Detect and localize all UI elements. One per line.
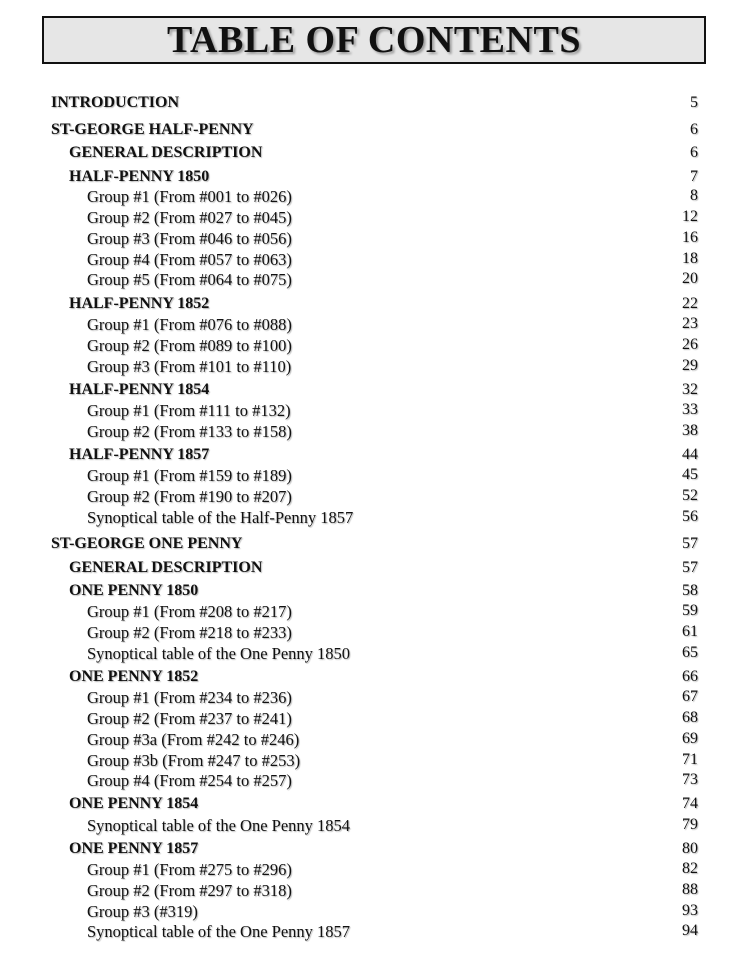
toc-entry-page: 73: [682, 771, 698, 788]
toc-entry-label: Synoptical table of the One Penny 1854: [87, 816, 351, 835]
toc-entry-page: 32: [682, 381, 698, 398]
toc-entry-page: 16: [682, 229, 698, 246]
toc-entry[interactable]: [0, 250, 750, 270]
toc-entry-page: 82: [682, 860, 698, 877]
toc-entry-label: GENERAL DESCRIPTION: [69, 144, 263, 161]
toc-entry-label: Group #2 (From #297 to #318): [87, 881, 292, 900]
toc-entry-page: 67: [682, 688, 698, 705]
toc-entry-label: ONE PENNY 1857: [69, 840, 199, 857]
toc-entry-label: Group #3 (#319): [87, 902, 198, 921]
toc-entry-label: HALF-PENNY 1854: [69, 381, 210, 398]
toc-entry-page: 61: [682, 623, 698, 640]
toc-entry-label: ONE PENNY 1852: [69, 668, 199, 685]
toc-entry-page: 8: [690, 187, 698, 204]
toc-entry-page: 79: [682, 816, 698, 833]
toc-entry[interactable]: [0, 602, 750, 622]
toc-entry[interactable]: [0, 535, 750, 555]
toc-entry[interactable]: [0, 381, 750, 401]
toc-entry-page: 93: [682, 902, 698, 919]
toc-entry-label: Group #4 (From #057 to #063): [87, 250, 292, 269]
toc-entry-label: ONE PENNY 1850: [69, 582, 199, 599]
toc-entry[interactable]: [0, 860, 750, 880]
toc-entry-label: Group #2 (From #133 to #158): [87, 422, 292, 441]
toc-entry-page: 68: [682, 709, 698, 726]
toc-entry-page: 80: [682, 840, 698, 857]
toc-entry-page: 65: [682, 644, 698, 661]
toc-entry-page: 5: [690, 94, 698, 111]
toc-entry-label: HALF-PENNY 1852: [69, 295, 210, 312]
toc-entry-page: 69: [682, 730, 698, 747]
toc-entry[interactable]: [0, 229, 750, 249]
toc-entry-label: Group #3 (From #101 to #110): [87, 357, 292, 376]
toc-entry[interactable]: [0, 336, 750, 356]
toc-entry-page: 44: [682, 446, 698, 463]
toc-entry[interactable]: [0, 466, 750, 486]
toc-entry-page: 6: [690, 121, 698, 138]
toc-entry[interactable]: [0, 795, 750, 815]
toc-entry-page: 18: [682, 250, 698, 267]
toc-entry-label: ST-GEORGE ONE PENNY: [51, 535, 243, 552]
toc-entry[interactable]: [0, 94, 750, 114]
toc-entry[interactable]: [0, 401, 750, 421]
toc-entry-page: 66: [682, 668, 698, 685]
toc-entry-label: HALF-PENNY 1857: [69, 446, 210, 463]
toc-entry-label: Group #1 (From #001 to #026): [87, 187, 292, 206]
toc-entry[interactable]: [0, 816, 750, 836]
toc-entry-label: GENERAL DESCRIPTION: [69, 559, 263, 576]
toc-entry[interactable]: [0, 668, 750, 688]
toc-entry-label: Group #2 (From #089 to #100): [87, 336, 292, 355]
toc-entry[interactable]: [0, 315, 750, 335]
toc-entry[interactable]: [0, 144, 750, 164]
toc-entry-page: 38: [682, 422, 698, 439]
toc-entry-label: Group #1 (From #208 to #217): [87, 602, 292, 621]
toc-entry[interactable]: [0, 508, 750, 528]
toc-entry[interactable]: [0, 709, 750, 729]
toc-entry-page: 71: [682, 751, 698, 768]
toc-entry[interactable]: [0, 623, 750, 643]
toc-entry[interactable]: [0, 357, 750, 377]
toc-entry-page: 57: [682, 559, 698, 576]
toc-entry[interactable]: [0, 751, 750, 771]
toc-entry-page: 94: [682, 922, 698, 939]
toc-entry-page: 56: [682, 508, 698, 525]
toc-entry-page: 88: [682, 881, 698, 898]
toc-entry-label: Group #1 (From #275 to #296): [87, 860, 292, 879]
toc-entry-label: Group #4 (From #254 to #257): [87, 771, 292, 790]
toc-entry-label: Group #2 (From #237 to #241): [87, 709, 292, 728]
toc-entry-page: 7: [690, 168, 698, 185]
toc-entry-page: 29: [682, 357, 698, 374]
toc-entry[interactable]: [0, 730, 750, 750]
toc-entry[interactable]: [0, 688, 750, 708]
toc-entry[interactable]: [0, 121, 750, 141]
toc-entry[interactable]: [0, 487, 750, 507]
toc-entry-page: 26: [682, 336, 698, 353]
toc-entry-label: Group #1 (From #111 to #132): [87, 401, 291, 420]
toc-entry-label: HALF-PENNY 1850: [69, 168, 210, 185]
toc-entry-page: 6: [690, 144, 698, 161]
toc-entry[interactable]: [0, 422, 750, 442]
toc-entry-page: 58: [682, 582, 698, 599]
toc-entry[interactable]: [0, 922, 750, 942]
toc-entry-page: 20: [682, 270, 698, 287]
toc-entry[interactable]: [0, 168, 750, 188]
toc-entry-page: 52: [682, 487, 698, 504]
toc-entry[interactable]: [0, 208, 750, 228]
toc-entry-label: Group #2 (From #027 to #045): [87, 208, 292, 227]
toc-entry[interactable]: [0, 270, 750, 290]
toc-entry-label: Group #2 (From #218 to #233): [87, 623, 292, 642]
toc-entry-page: 74: [682, 795, 698, 812]
toc-entry-label: Group #5 (From #064 to #075): [87, 270, 292, 289]
toc-entry[interactable]: [0, 902, 750, 922]
toc-entry-label: INTRODUCTION: [51, 94, 180, 111]
toc-entry-label: Synoptical table of the Half-Penny 1857: [87, 508, 354, 527]
toc-entry-label: Group #1 (From #076 to #088): [87, 315, 292, 334]
toc-entry[interactable]: [0, 644, 750, 664]
toc-entry[interactable]: [0, 295, 750, 315]
toc-entry-page: 33: [682, 401, 698, 418]
toc-entry-page: 59: [682, 602, 698, 619]
toc-entry-page: 12: [682, 208, 698, 225]
toc-entry-label: Group #3a (From #242 to #246): [87, 730, 300, 749]
toc-entry[interactable]: [0, 582, 750, 602]
toc-entry[interactable]: [0, 771, 750, 791]
toc-entry-label: Group #3 (From #046 to #056): [87, 229, 292, 248]
toc-entry-label: Group #3b (From #247 to #253): [87, 751, 301, 770]
toc-entry-label: ONE PENNY 1854: [69, 795, 199, 812]
page-title: TABLE OF CONTENTS: [167, 19, 581, 61]
toc-entry-label: Group #1 (From #234 to #236): [87, 688, 292, 707]
toc-entry-label: Group #1 (From #159 to #189): [87, 466, 292, 485]
toc-entry-label: Synoptical table of the One Penny 1850: [87, 644, 351, 663]
toc-entry-page: 45: [682, 466, 698, 483]
toc-entry[interactable]: [0, 446, 750, 466]
toc-entry-page: 23: [682, 315, 698, 332]
toc-entry[interactable]: [0, 187, 750, 207]
toc-entry-label: Group #2 (From #190 to #207): [87, 487, 292, 506]
toc-entry-label: ST-GEORGE HALF-PENNY: [51, 121, 254, 138]
toc-entry-page: 57: [682, 535, 698, 552]
toc-entry[interactable]: [0, 840, 750, 860]
toc-entry[interactable]: [0, 559, 750, 579]
toc-entry-label: Synoptical table of the One Penny 1857: [87, 922, 351, 941]
toc-entry[interactable]: [0, 881, 750, 901]
toc-entry-page: 22: [682, 295, 698, 312]
